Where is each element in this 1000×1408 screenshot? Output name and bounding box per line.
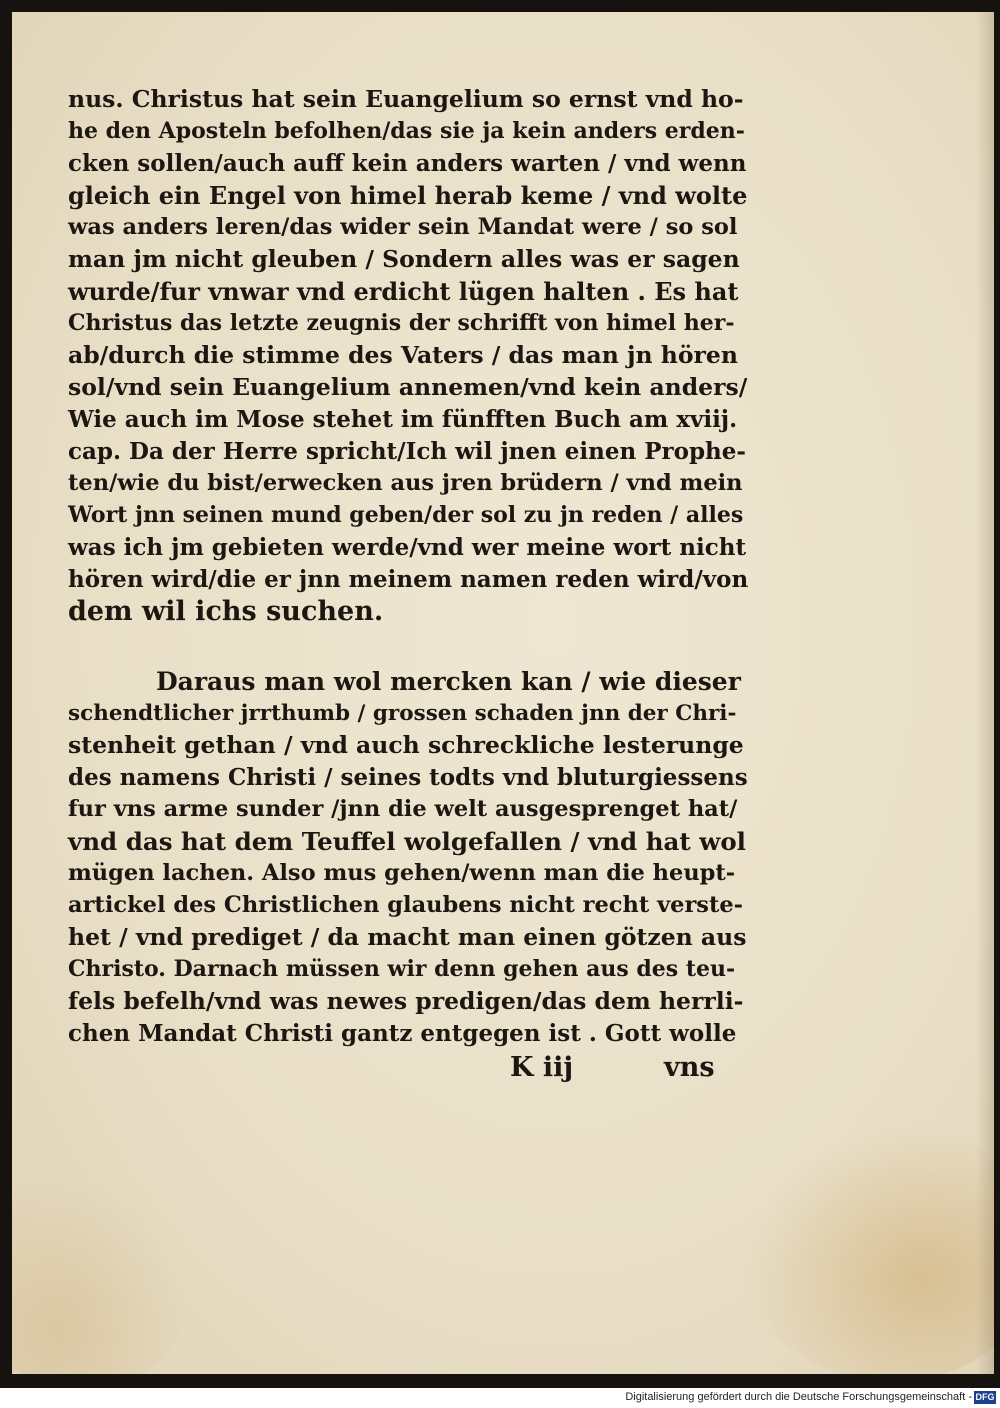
text-line: Christus das letzte zeugnis der schrifft von himel her-	[68, 310, 735, 336]
text-line: cap. Da der Herre spricht/Ich wil jnen einen Prophe-	[68, 438, 746, 465]
text-line: wurde/fur vnwar vnd erdicht lügen halten . Es hat	[68, 277, 739, 306]
text-line: sol/vnd sein Euangelium annemen/vnd kein anders/	[68, 373, 748, 401]
text-line: nus. Christus hat sein Euangelium so ernst vnd ho-	[68, 85, 744, 113]
text-line: fur vns arme sunder /jnn die welt ausgesprenget hat/	[68, 796, 738, 822]
text-line: ab/durch die stimme des Vaters / das man jn hören	[68, 341, 738, 369]
dfg-logo[interactable]: DFG	[975, 1392, 995, 1402]
catchword: vns	[664, 1052, 715, 1083]
text-line: des namens Christi / seines todts vnd bluturgiessens	[68, 764, 748, 791]
text-line: Daraus man wol mercken kan / wie dieser	[156, 667, 741, 696]
text-line: cken sollen/auch auff kein anders warten / vnd wenn	[68, 150, 747, 177]
funding-note: Digitalisierung gefördert durch die Deutsche Forschungsgemeinschaft -	[625, 1391, 972, 1403]
text-line: mügen lachen. Also mus gehen/wenn man die heupt-	[68, 860, 736, 886]
text-line: Wort jnn seinen mund geben/der sol zu jn reden / alles	[68, 502, 744, 528]
text-line: chen Mandat Christi gantz entgegen ist . Gott wolle	[68, 1020, 737, 1047]
text-line: schendtlicher jrrthumb / grossen schaden jnn der Chri-	[68, 701, 737, 726]
text-line: hören wird/die er jnn meinem namen reden wird/von	[68, 566, 749, 593]
water-stain	[742, 1122, 994, 1374]
text-line: artickel des Christlichen glaubens nicht recht verste-	[68, 892, 744, 918]
text-line: dem wil ichs suchen.	[68, 596, 384, 627]
text-line: was anders leren/das wider sein Mandat were / so sol	[68, 214, 738, 240]
book-page	[12, 12, 994, 1374]
text-line: Wie auch im Mose stehet im fünfften Buch am xviij.	[68, 406, 738, 433]
text-line: fels befelh/vnd was newes predigen/das dem herrli-	[68, 987, 744, 1015]
text-line: vnd das hat dem Teuffel wolgefallen / vnd hat wol	[68, 827, 746, 856]
signature-mark: K iij	[510, 1052, 574, 1083]
text-line: was ich jm gebieten werde/vnd wer meine wort nicht	[68, 534, 747, 561]
water-stain	[12, 1172, 192, 1374]
text-line: het / vnd prediget / da macht man einen götzen aus	[68, 923, 747, 951]
text-line: stenheit gethan / vnd auch schreckliche lesterunge	[68, 731, 744, 759]
text-line: gleich ein Engel von himel herab keme / vnd wolte	[68, 181, 748, 210]
text-line: ten/wie du bist/erwecken aus jren brüdern / vnd mein	[68, 470, 743, 496]
text-line: man jm nicht gleuben / Sondern alles was er sagen	[68, 245, 740, 273]
page-edge-shadow	[976, 12, 994, 1374]
text-line: he den Aposteln befolhen/das sie ja kein anders erden-	[68, 118, 745, 144]
text-line: Christo. Darnach müssen wir denn gehen aus des teu-	[68, 956, 736, 982]
